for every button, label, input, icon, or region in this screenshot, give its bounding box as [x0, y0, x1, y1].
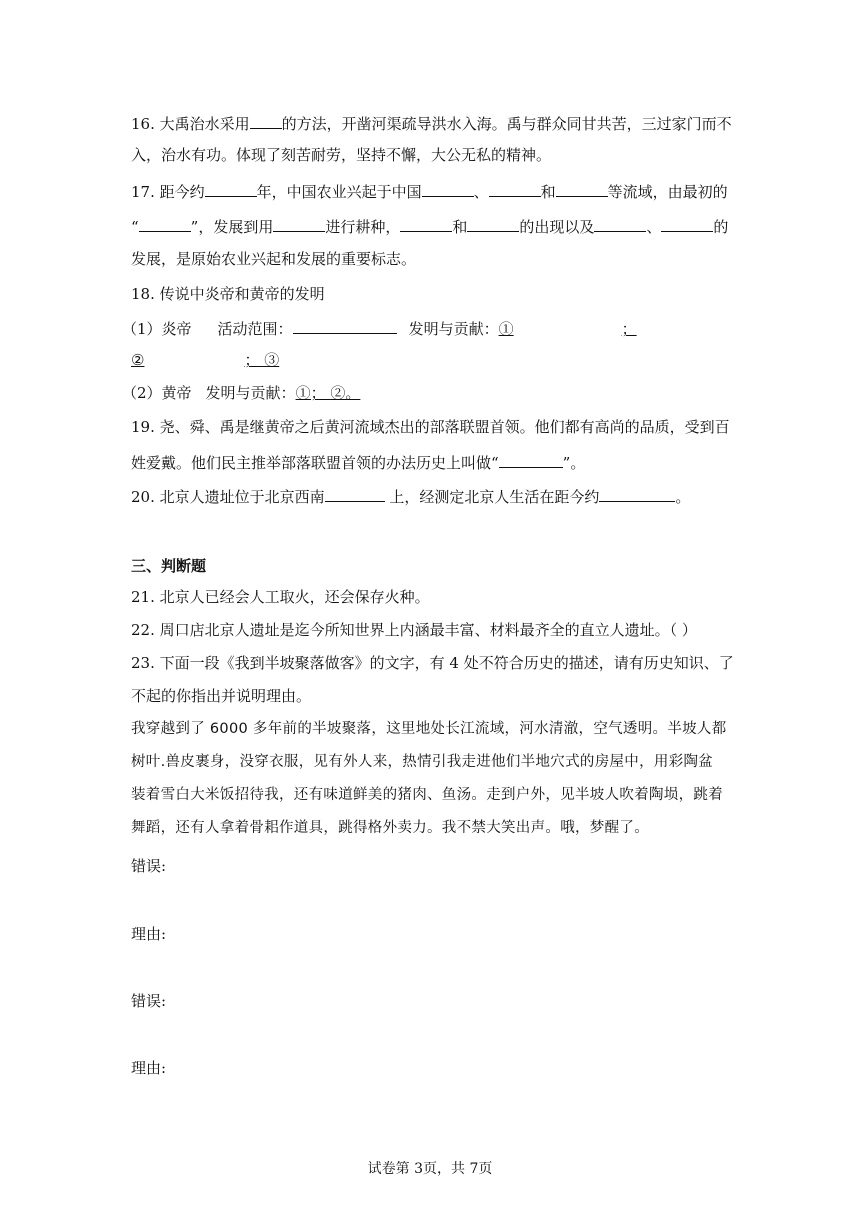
page-footer: 试卷第 3页，共 7页 — [367, 1161, 493, 1177]
q16-line1: 16. 大禹治水采用 的方法，开凿河渠疏导洪水入海。禹与群众同甘共苦，三过家门而不 — [131, 112, 732, 134]
q22-text: 22. 周口店北京人遗址是迄今所知世界上内涵最丰富、材料最齐全的直立人遗址。（ ） — [131, 621, 697, 639]
q16-line2: 入，治水有功。体现了刻苦耐劳，坚持不懈，大公无私的精神。 — [131, 146, 552, 164]
q18-title: 18. 传说中炎帝和黄帝的发明 — [131, 285, 325, 303]
q23-error2-label: 错误: — [131, 992, 167, 1010]
q23-reason2-label: 理由: — [131, 1059, 167, 1077]
q19-line1: 19. 尧、舜、禹是继黄帝之后黄河流域杰出的部落联盟首领。他们都有高尚的品质，受到百 — [131, 418, 730, 436]
q17-line2: “ ”，发展到用 进行耕种， 和 的出现以及 、 的 — [131, 215, 728, 237]
q17-blank-tool[interactable] — [273, 215, 325, 232]
q17-blank-river3[interactable] — [556, 180, 608, 197]
q20-line: 20. 北京人遗址位于北京西南 上，经测定北京人生活在距今约 。 — [131, 485, 690, 507]
q21-text: 21. 北京人已经会人工取火，还会保存火种。 — [131, 588, 430, 606]
q18-part2-line: （2）黄帝 发明与贡献：①； ②。 — [122, 384, 361, 402]
q17-blank-d[interactable] — [661, 215, 713, 232]
q17-blank-river1[interactable] — [422, 180, 474, 197]
q23-story-line1: 我穿越到了 6000 多年前的半坡聚落，这里地处长江流域，河水清澈，空气透明。半坡人都 — [131, 721, 727, 737]
q23-line1: 23. 下面一段《我到半坡聚落做客》的文字，有 4 处不符合历史的描述，请有历史知识、了 — [131, 654, 734, 672]
q20-blank-time[interactable] — [599, 485, 675, 502]
q17-blank-river2[interactable] — [489, 180, 541, 197]
q18-blank-range[interactable] — [293, 317, 397, 334]
q17-blank-method[interactable] — [139, 215, 191, 232]
q23-story-line3: 装着雪白大米饭招待我，还有味道鲜美的猪肉、鱼汤。走到户外，见半坡人吹着陶埙，跳着 — [131, 787, 723, 803]
q18-part1-line1: （1）炎帝 活动范围： 发明与贡献：① ； — [122, 317, 655, 339]
q23-story-line2: 树叶.兽皮裹身，没穿衣服，见有外人来，热情引我走进他们半地穴式的房屋中，用彩陶盆 — [131, 754, 714, 770]
q17-blank-years[interactable] — [205, 180, 257, 197]
section-3-title: 三、判断题 — [131, 557, 207, 575]
q23-line2: 不起的你指出并说明理由。 — [131, 687, 312, 705]
q20-blank-place[interactable] — [325, 485, 385, 502]
q17-line1: 17. 距今约 年，中国农业兴起于中国 、 和 等流域，由最初的 — [131, 180, 728, 202]
q16-blank[interactable] — [250, 112, 282, 129]
q17-blank-c[interactable] — [594, 215, 646, 232]
q17-blank-a[interactable] — [400, 215, 452, 232]
q23-story-line4: 舞蹈，还有人拿着骨耜作道具，跳得格外卖力。我不禁大笑出声。哦，梦醒了。 — [131, 820, 649, 836]
q19-line2: 姓爱戴。他们民主推举部落联盟首领的办法历史上叫做“ ”。 — [131, 451, 585, 473]
q19-blank[interactable] — [499, 451, 563, 468]
q23-error1-label: 错误: — [131, 857, 167, 875]
q17-line3: 发展，是原始农业兴起和发展的重要标志。 — [131, 250, 417, 268]
q23-reason1-label: 理由: — [131, 925, 167, 943]
q18-part1-line2: ② ； ③ — [131, 351, 280, 369]
q17-blank-b[interactable] — [467, 215, 519, 232]
